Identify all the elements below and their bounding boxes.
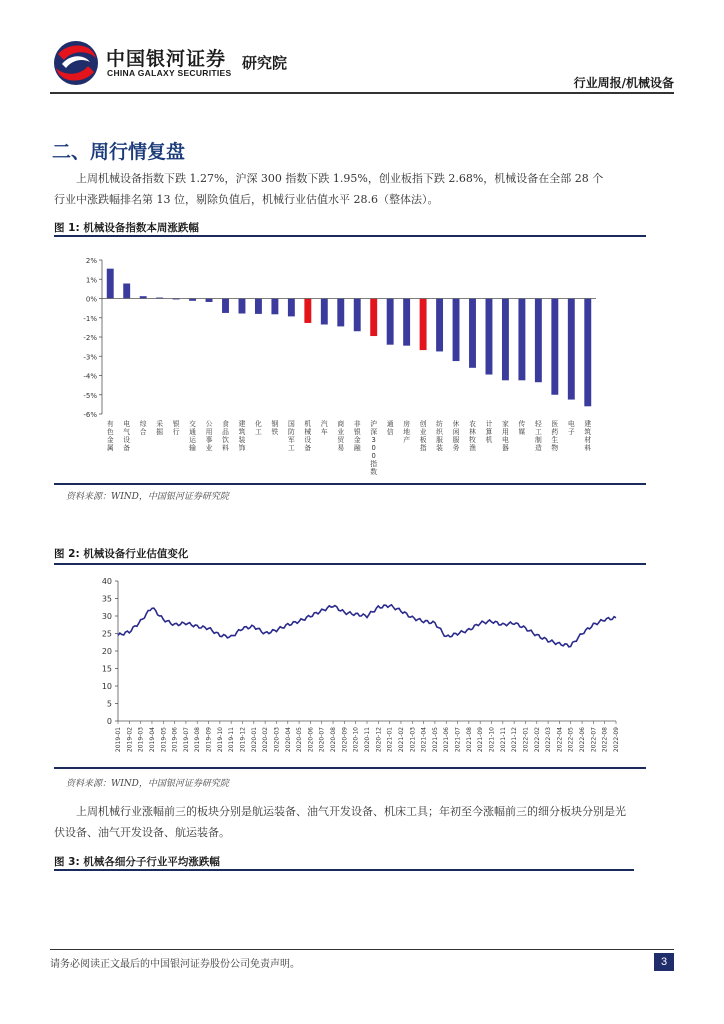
figure-3-top-rule [54,869,634,871]
category-label: 电子 [567,420,575,436]
bar [453,299,460,362]
category-label: 公用事业 [205,420,213,452]
figure-2-source: 资料来源：WIND，中国银河证券研究院 [66,779,229,789]
y-tick-label: 30 [101,612,112,621]
x-tick-label: 2020-02 [262,727,270,753]
brand-institute: 研究院 [242,54,288,72]
bar [304,299,311,323]
chart-weekly-change-bar [56,250,616,478]
figure-2-top-rule [54,563,646,565]
footer-divider [50,949,674,950]
bar [288,299,295,317]
page-number: 3 [654,953,674,971]
valuation-series-line [118,605,616,647]
x-tick-label: 2020-10 [352,727,360,753]
bar [502,299,509,381]
bar [123,283,130,298]
category-label: 传媒 [518,420,526,436]
x-tick-label: 2020-04 [284,727,292,753]
y-tick-label: -1% [83,314,97,323]
x-tick-label: 2020-08 [330,727,338,753]
x-tick-label: 2021-12 [511,727,519,753]
x-tick-label: 2019-02 [126,727,134,753]
x-tick-label: 2021-11 [499,727,507,753]
category-label: 国防军工 [287,420,295,452]
category-label: 交通运输 [189,420,196,452]
category-label: 医药生物 [551,420,559,452]
bar [436,299,443,352]
y-tick-label: 35 [101,594,112,604]
header-divider [50,92,674,94]
category-label: 机械设备 [304,420,312,452]
y-tick-label: 0% [85,295,97,304]
x-tick-label: 2022-01 [522,727,530,753]
category-label: 有色金属 [106,420,114,452]
x-tick-label: 2019-07 [182,727,190,753]
category-label: 通信 [386,420,394,436]
category-label: 汽车 [320,420,328,436]
x-tick-label: 2019-03 [137,727,145,753]
x-tick-label: 2020-09 [341,727,349,753]
y-tick-label: -4% [83,372,97,381]
category-label: 采掘 [156,420,164,436]
bar [486,299,493,375]
y-tick-label: 40 [101,577,112,586]
x-tick-label: 2021-03 [409,727,417,753]
bar [337,299,344,327]
y-tick-label: -6% [83,411,97,419]
bar [584,299,591,407]
bar [469,299,476,368]
section-title: 二、周行情复盘 [52,141,186,163]
x-tick-label: 2019-11 [228,727,236,753]
figure-2-bottom-rule [54,767,646,769]
x-tick-label: 2022-09 [613,727,620,753]
x-tick-label: 2019-10 [216,727,224,753]
x-tick-label: 2019-09 [205,727,213,753]
x-tick-label: 2019-04 [148,727,156,753]
brand-name-cn: 中国银河证券 [106,48,227,70]
category-label: 建筑材料 [584,420,592,452]
x-tick-label: 2019-05 [160,727,168,753]
x-tick-label: 2021-10 [488,727,496,753]
category-label: 商业贸易 [337,420,345,452]
figure-1-top-rule [54,235,646,237]
x-tick-label: 2019-06 [171,727,179,753]
bar [255,299,262,314]
x-tick-label: 2020-01 [250,727,258,753]
x-tick-label: 2021-09 [477,727,485,753]
y-tick-label: 20 [101,647,112,656]
category-label: 家用电器 [502,420,509,452]
company-logo-icon [50,40,102,86]
figure-1-title: 图 1: 机械设备指数本周涨跌幅 [54,222,199,234]
x-tick-label: 2020-05 [296,727,304,753]
category-label: 休闲服务 [452,420,460,452]
x-tick-label: 2019-12 [239,727,247,753]
chart-valuation-line [56,570,626,764]
y-tick-label: 10 [101,682,112,691]
bar [420,299,427,351]
figure-3-title: 图 3: 机械各细分子行业平均涨跌幅 [54,856,220,868]
y-tick-label: 15 [101,664,112,674]
y-tick-label: 25 [101,629,112,639]
y-tick-label: 2% [85,257,97,265]
y-tick-label: 0 [106,717,112,726]
category-label: 电气设备 [123,420,131,452]
x-tick-label: 2022-04 [556,727,564,753]
category-label: 银行 [172,420,180,436]
x-tick-label: 2022-08 [601,727,609,753]
category-label: 非银金融 [353,420,361,452]
x-tick-label: 2022-05 [567,727,575,753]
x-tick-label: 2019-08 [194,727,202,753]
category-label: 沪深 3 0 0 指数 [370,420,378,476]
y-tick-label: -5% [83,391,97,400]
bar [239,299,246,314]
x-tick-label: 2021-08 [465,727,473,753]
x-tick-label: 2022-03 [545,727,553,753]
x-tick-label: 2021-06 [443,727,451,753]
report-category: 行业周报/机械设备 [573,76,674,90]
bar [551,299,558,395]
footer-disclaimer: 请务必阅读正文最后的中国银河证券股份公司免责声明。 [50,959,300,970]
x-tick-label: 2019-01 [115,727,122,753]
x-tick-label: 2022-06 [579,727,587,753]
category-label: 创业板指 [419,420,427,452]
figure-1-source: 资料来源：WIND，中国银河证券研究院 [66,492,229,502]
category-label: 房地产 [403,420,411,444]
x-tick-label: 2022-07 [590,727,598,753]
brand-name-en: CHINA GALAXY SECURITIES [107,68,232,78]
bar [518,299,525,381]
bar [206,299,213,302]
category-label: 食品饮料 [222,420,229,452]
y-tick-label: 1% [85,276,97,285]
bar [535,299,542,383]
bar [271,299,278,315]
x-tick-label: 2021-02 [397,727,405,753]
bar [370,299,377,337]
y-tick-label: -3% [83,353,97,362]
category-label: 轻工制造 [534,420,542,452]
category-label: 农林牧渔 [469,420,476,452]
y-tick-label: 5 [106,699,112,709]
y-tick-label: -2% [83,334,97,342]
bar [568,299,575,400]
figure-2-title: 图 2: 机械设备行业估值变化 [54,548,189,560]
category-label: 综合 [139,420,147,436]
paragraph-weekly-review: 上周机械设备指数下跌 1.27%，沪深 300 指数下跌 1.95%，创业板指下跌 2.68%，机械设备在全部 28 个行业中涨跌幅排名第 13 位，剔除负值后，机械行业估值水平 28.6（整体法）。 [54,172,604,206]
figure-1-bottom-rule [54,483,646,485]
bar [321,299,328,325]
bar [107,269,114,299]
x-tick-label: 2020-06 [307,727,315,753]
x-tick-label: 2020-11 [364,727,371,753]
bar [387,299,394,345]
bar [354,299,361,332]
x-tick-label: 2020-07 [318,727,326,753]
category-label: 化工 [255,420,262,436]
paragraph-subsector-review: 上周机械行业涨幅前三的板块分别是航运装备、油气开发设备、机床工具；年初至今涨幅前三的细分板块分别是光伏设备、油气开发设备、航运装备。 [54,805,626,839]
category-label: 钢铁 [271,420,279,436]
x-tick-label: 2022-02 [533,727,541,753]
x-tick-label: 2021-07 [454,727,462,753]
x-tick-label: 2021-04 [420,727,428,753]
x-tick-label: 2021-01 [386,727,394,753]
x-tick-label: 2021-05 [431,727,439,753]
bar [403,299,410,346]
category-label: 建筑装饰 [238,420,246,452]
category-label: 纺织服装 [436,420,443,452]
x-tick-label: 2020-03 [273,727,281,753]
x-tick-label: 2020-12 [375,727,383,753]
bar [222,299,229,313]
category-label: 计算机 [485,420,493,444]
